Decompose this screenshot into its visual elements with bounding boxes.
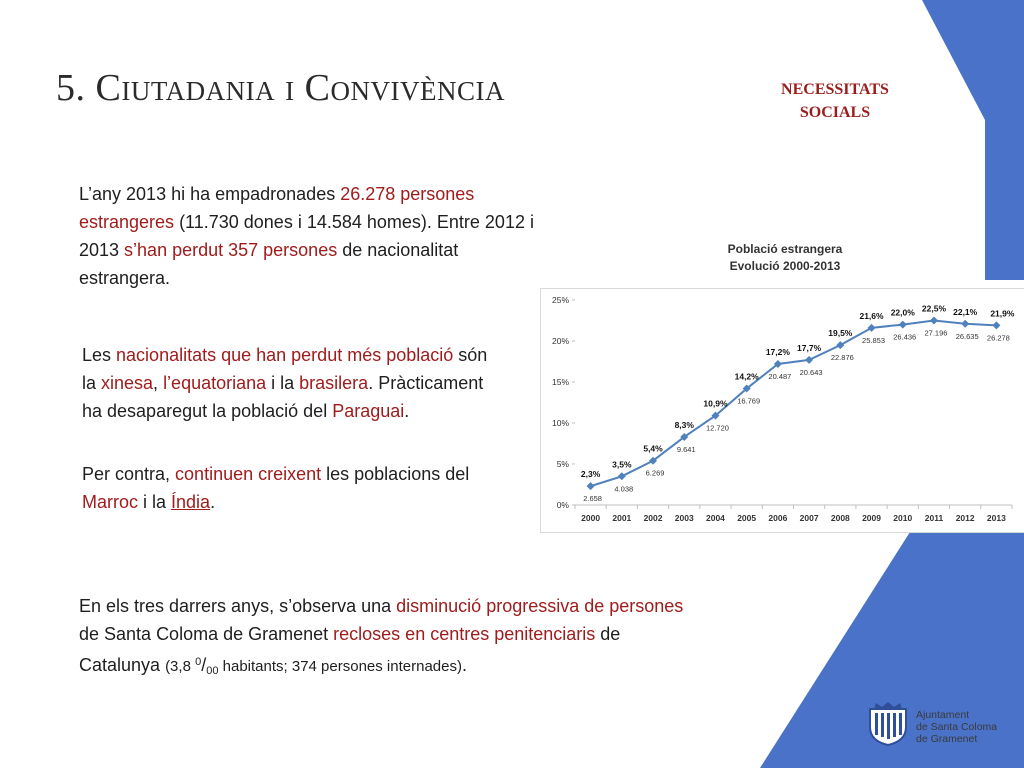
- paragraph-nationalities-growing: [82, 460, 502, 516]
- x-tick-label: 2008: [830, 513, 850, 523]
- text-run: En els tres darrers anys, s’observa una: [79, 596, 397, 616]
- logo-line2: de Santa Coloma: [916, 721, 998, 733]
- percent-data-label: 17,7%: [797, 342, 822, 353]
- highlight-run: Marroc: [82, 492, 139, 512]
- count-data-label: 16.769: [737, 396, 761, 406]
- count-data-label: 22.876: [830, 353, 854, 363]
- y-tick-label: 25%: [551, 295, 569, 305]
- text-run: de Santa Coloma de Gramenet: [79, 624, 334, 644]
- x-tick-label: 2003: [674, 513, 694, 523]
- percent-data-label: 22,5%: [921, 303, 947, 314]
- count-data-label: 26.436: [893, 332, 917, 342]
- count-data-label: 2.658: [583, 494, 602, 504]
- x-tick-label: 2000: [581, 513, 601, 523]
- highlight-run: brasilera: [299, 373, 369, 393]
- count-data-label: 26.278: [986, 333, 1010, 343]
- count-data-label: 4.038: [614, 484, 634, 494]
- city-council-logo: [866, 701, 910, 747]
- section-label-line1: NECESSITATS: [781, 81, 889, 98]
- text-run: les poblacions del: [321, 464, 470, 484]
- section-label-line2: SOCIALS: [799, 104, 871, 121]
- percent-data-label: 21,6%: [859, 310, 884, 321]
- x-tick-label: 2006: [768, 513, 788, 523]
- text-run: habitants; 374 persones internades): [218, 658, 462, 675]
- text-run: . Pràcticament ha desaparegut la població del: [82, 373, 484, 421]
- percent-data-label: 14,2%: [734, 371, 759, 382]
- percent-data-label: 22,0%: [890, 307, 915, 318]
- paragraph-population: [79, 180, 544, 292]
- superscript: 0: [195, 656, 202, 668]
- x-tick-label: 2001: [612, 513, 632, 523]
- count-data-label: 20.643: [799, 367, 823, 377]
- highlight-run: Índia: [171, 492, 211, 512]
- x-tick-label: 2002: [643, 513, 663, 523]
- text-run: (11.730 dones i 14.584 homes). Entre 2012 i 2013: [79, 212, 534, 260]
- highlight-run: 26.278 persones estrangeres: [79, 184, 475, 232]
- text-run: /: [201, 655, 207, 675]
- text-run: .: [210, 492, 216, 512]
- paragraph-nationalities-lost: [82, 341, 492, 425]
- highlight-run: recloses en centres penitenciaris: [333, 624, 596, 644]
- percent-data-label: 5,4%: [643, 443, 663, 454]
- percent-data-label: 19,5%: [828, 328, 853, 339]
- text-run: de nacionalitat estrangera.: [79, 240, 459, 288]
- chart-title: Població estrangera: [727, 242, 843, 256]
- highlight-run: disminució progressiva de persones: [396, 596, 684, 616]
- chart-subtitle: Evolució 2000-2013: [729, 259, 841, 273]
- logo-line3: de Gramenet: [916, 733, 978, 745]
- x-tick-label: 2013: [986, 513, 1006, 523]
- section-label: [760, 78, 910, 124]
- percent-data-label: 10,9%: [703, 398, 728, 409]
- percent-data-label: 22,1%: [953, 306, 978, 317]
- count-data-label: 9.641: [676, 444, 696, 454]
- x-tick-label: 2005: [737, 513, 757, 523]
- x-tick-label: 2010: [893, 513, 913, 523]
- y-tick-label: 0%: [556, 500, 569, 510]
- subscript: 00: [206, 665, 219, 677]
- text-run: Per contra,: [82, 464, 176, 484]
- percent-data-label: 17,2%: [765, 346, 790, 357]
- x-tick-label: 2009: [862, 513, 881, 523]
- population-line-chart: [540, 288, 1024, 533]
- percent-data-label: 3,5%: [612, 459, 632, 470]
- highlight-run: Paraguai: [332, 401, 405, 421]
- highlight-run: continuen creixent: [175, 464, 322, 484]
- text-run: i la: [138, 492, 172, 512]
- x-tick-label: 2007: [799, 513, 819, 523]
- text-run: són la: [82, 345, 488, 393]
- count-data-label: 25.853: [862, 335, 886, 345]
- y-tick-label: 10%: [551, 418, 569, 428]
- logo-line1: Ajuntament: [916, 709, 970, 721]
- count-data-label: 26.635: [955, 331, 979, 341]
- count-data-label: 6.269: [645, 468, 665, 478]
- x-tick-label: 2011: [924, 513, 944, 523]
- x-tick-label: 2012: [955, 513, 975, 523]
- text-run: (3,8: [165, 658, 196, 675]
- highlight-run: s’han perdut 357 persones: [124, 240, 338, 260]
- y-tick-label: 5%: [556, 459, 569, 469]
- percent-data-label: 2,3%: [580, 469, 601, 480]
- percent-data-label: 8,3%: [674, 419, 694, 430]
- y-tick-label: 20%: [551, 336, 569, 346]
- text-run: Les: [82, 345, 117, 365]
- page-title: 5. Ciutadania i Convivència: [56, 67, 505, 109]
- count-data-label: 27.196: [924, 328, 948, 338]
- text-run: .: [461, 655, 467, 675]
- percent-data-label: 21,9%: [990, 308, 1015, 319]
- y-tick-label: 15%: [551, 377, 569, 387]
- text-run: i la: [266, 373, 300, 393]
- text-run: de Catalunya: [79, 624, 621, 675]
- top-right-blue-shape: [922, 0, 1024, 280]
- paragraph-penitentiary: [79, 592, 684, 685]
- count-data-label: 20.487: [768, 371, 792, 381]
- text-run: L’any 2013 hi ha empadronades: [79, 184, 341, 204]
- text-run: ,: [153, 373, 164, 393]
- x-tick-label: 2004: [706, 513, 725, 523]
- highlight-run: xinesa: [101, 373, 154, 393]
- chart-frame: [541, 289, 1024, 533]
- logo-text: [916, 709, 997, 745]
- chart-title-block: [700, 241, 870, 275]
- crown-icon: [874, 702, 902, 709]
- highlight-run: l’equatoriana: [163, 373, 267, 393]
- count-data-label: 12.720: [705, 423, 729, 433]
- highlight-run: nacionalitats que han perdut més població: [116, 345, 454, 365]
- text-run: .: [404, 401, 410, 421]
